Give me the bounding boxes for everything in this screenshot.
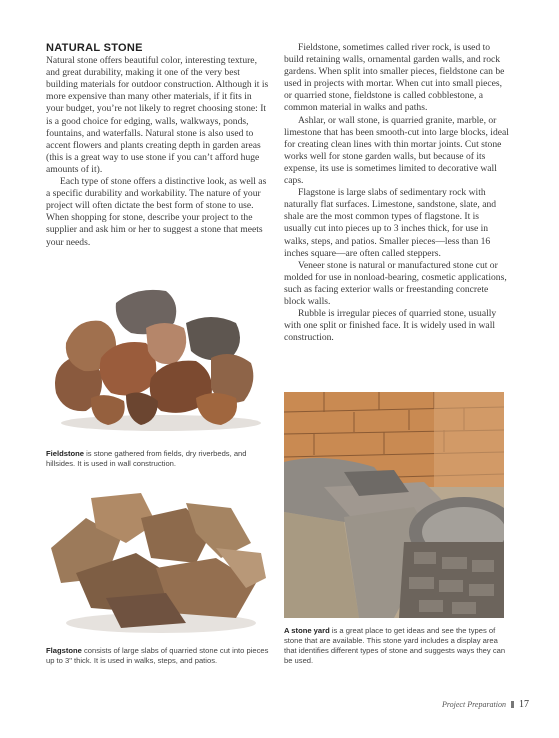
page-number: 17: [519, 699, 529, 710]
fieldstone-photo: [46, 283, 271, 433]
body-paragraph: Fieldstone, sometimes called river rock, is used to build retaining walls, ornamental garden walls, and rock gardens. When split into smaller pieces, fieldstone can be used in projects with mortar. When cut into small pieces, or quarried stone, fieldstone is called cobblestone, a common material in walks and paths.: [284, 42, 505, 114]
body-paragraph: Ashlar, or wall stone, is quarried granite, marble, or limestone that has been smooth-cut into large blocks, ideal for creating clean lines with thin mortar joints. Cut stone works well for stone garden walls, but because of its expense, its use is sometimes limited to decorative wall caps.: [284, 114, 509, 187]
flagstone-caption: Flagstone consists of large slabs of quarried stone cut into pieces up to 3" thick. It is used in walks, steps, and patios.: [46, 646, 269, 665]
page-footer: [442, 699, 529, 710]
flagstone-photo: [46, 488, 271, 638]
body-paragraph: Natural stone offers beautiful color, interesting texture, and great durability, making it one of the very best building materials for outdoor construction. Although it is more expensive than many other materials, if it fits in your budget, you’re not likely to regret choosing stone: It is a good choice for edging, walls, walkways, ponds, fountains, and waterfalls. Natural stone is also used to accent flowers and plants creating depth in garden areas (this is a great way to use stone if you can’t afford huge amounts of it).: [46, 55, 269, 175]
body-paragraph: Rubble is irregular pieces of quarried stone, usually with one split or finished face. It is widely used in wall construction.: [284, 308, 497, 344]
stone-yard-photo: [284, 392, 504, 618]
fieldstone-caption: Fieldstone is stone gathered from fields, dry riverbeds, and hillsides. It is used in wall construction.: [46, 449, 247, 468]
footer-separator: [511, 701, 514, 708]
stone-yard-caption: A stone yard is a great place to get ideas and see the types of stone that are available. This stone yard includes a display area that identifies different types of stone and suggests ways they can be used.: [284, 626, 506, 665]
section-heading: NATURAL STONE: [46, 42, 143, 54]
footer-section-title: Project Preparation: [441, 700, 506, 709]
left-column: [46, 42, 271, 249]
right-column: [284, 42, 509, 344]
body-paragraph: Each type of stone offers a distinctive look, as well as a specific durability and workability. The nature of your project will often dictate the best form of stone to use. When shopping for stone, describe your project to the supplier and ask him or her to suggest a stone that meets your needs.: [46, 176, 267, 248]
body-paragraph: Flagstone is large slabs of sedimentary rock with naturally flat surfaces. Limestone, sandstone, slate, and shale are the most common types of flagstone. It is usually cut into pieces up to 3 inches thick, for use in walks, steps, and patios. Smaller pieces—less than 16 inches square—are often called steppers.: [284, 187, 497, 259]
body-paragraph: Veneer stone is natural or manufactured stone cut or molded for use in nonload-bearing, cosmetic applications, such as facing exterior walls or freestanding concrete block walls.: [284, 259, 507, 307]
